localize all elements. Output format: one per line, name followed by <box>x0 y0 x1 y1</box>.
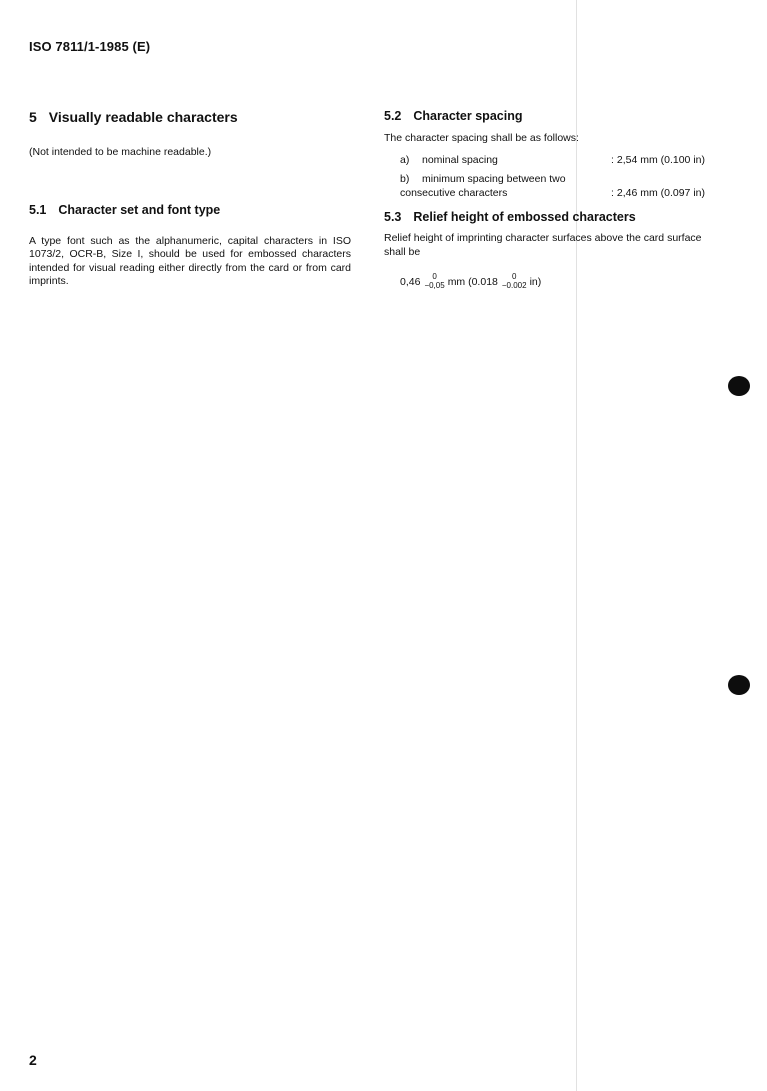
section-5-2-heading <box>384 109 709 123</box>
spacing-item-b-label-line1: minimum spacing between two <box>422 173 566 185</box>
section-5-1-heading <box>29 203 351 217</box>
tolerance-in <box>502 272 527 290</box>
section-5-heading <box>29 109 351 125</box>
section-5-number: 5 <box>29 109 37 125</box>
punch-hole-lower <box>728 675 750 695</box>
spacing-item-b-marker: b) <box>400 173 410 185</box>
spacing-item-a-label: nominal spacing <box>422 153 498 166</box>
section-5-1-title: Character set and font type <box>58 202 221 217</box>
tolerance-mm-lower: −0,05 <box>424 281 445 290</box>
page-number: 2 <box>29 1052 37 1068</box>
spacing-item-b <box>384 173 709 200</box>
right-column <box>384 109 709 291</box>
section-5-3-number: 5.3 <box>384 210 402 224</box>
left-column <box>29 109 351 289</box>
tolerance-in-lower: −0.002 <box>501 281 527 290</box>
section-5-note: (Not intended to be machine readable.) <box>29 146 212 158</box>
spacing-item-b-label-line2: consecutive characters <box>400 186 508 199</box>
section-5-2-title: Character spacing <box>413 109 523 123</box>
spacing-item-a-value: : 2,54 mm (0.100 in) <box>611 153 705 166</box>
tolerance-mm-upper: 0 <box>432 272 437 281</box>
spacing-item-b-value: : 2,46 mm (0.097 in) <box>611 186 705 199</box>
section-5-1-number: 5.1 <box>29 202 47 217</box>
section-5-1-body: A type font such as the alphanumeric, capital characters in ISO 1073/2, OCR-B, Size I, should be used for embossed characters intended for visual reading either directly from the card or from card imprints. <box>29 234 351 287</box>
section-5-3-title: Relief height of embossed characters <box>413 210 636 224</box>
section-5-2-intro: The character spacing shall be as follows: <box>384 132 579 144</box>
spacing-item-b-line1 <box>400 173 709 187</box>
relief-unit-in: in) <box>529 275 542 288</box>
tolerance-mm <box>424 272 444 290</box>
spacing-item-a-marker: a) <box>400 153 410 166</box>
punch-hole-upper <box>728 376 750 396</box>
relief-unit-mm: mm (0.018 <box>447 275 498 288</box>
relief-value-mm: 0,46 <box>400 275 421 288</box>
section-5-2-number: 5.2 <box>384 109 402 123</box>
document-header: ISO 7811/1-1985 (E) <box>29 39 151 54</box>
relief-height-formula <box>384 273 709 291</box>
tolerance-in-upper: 0 <box>512 272 517 281</box>
section-5-title: Visually readable characters <box>48 109 238 125</box>
section-5-3-heading <box>384 210 709 224</box>
spacing-item-a <box>384 154 709 168</box>
section-5-3-body: Relief height of imprinting character surfaces above the card surface shall be <box>384 232 702 258</box>
